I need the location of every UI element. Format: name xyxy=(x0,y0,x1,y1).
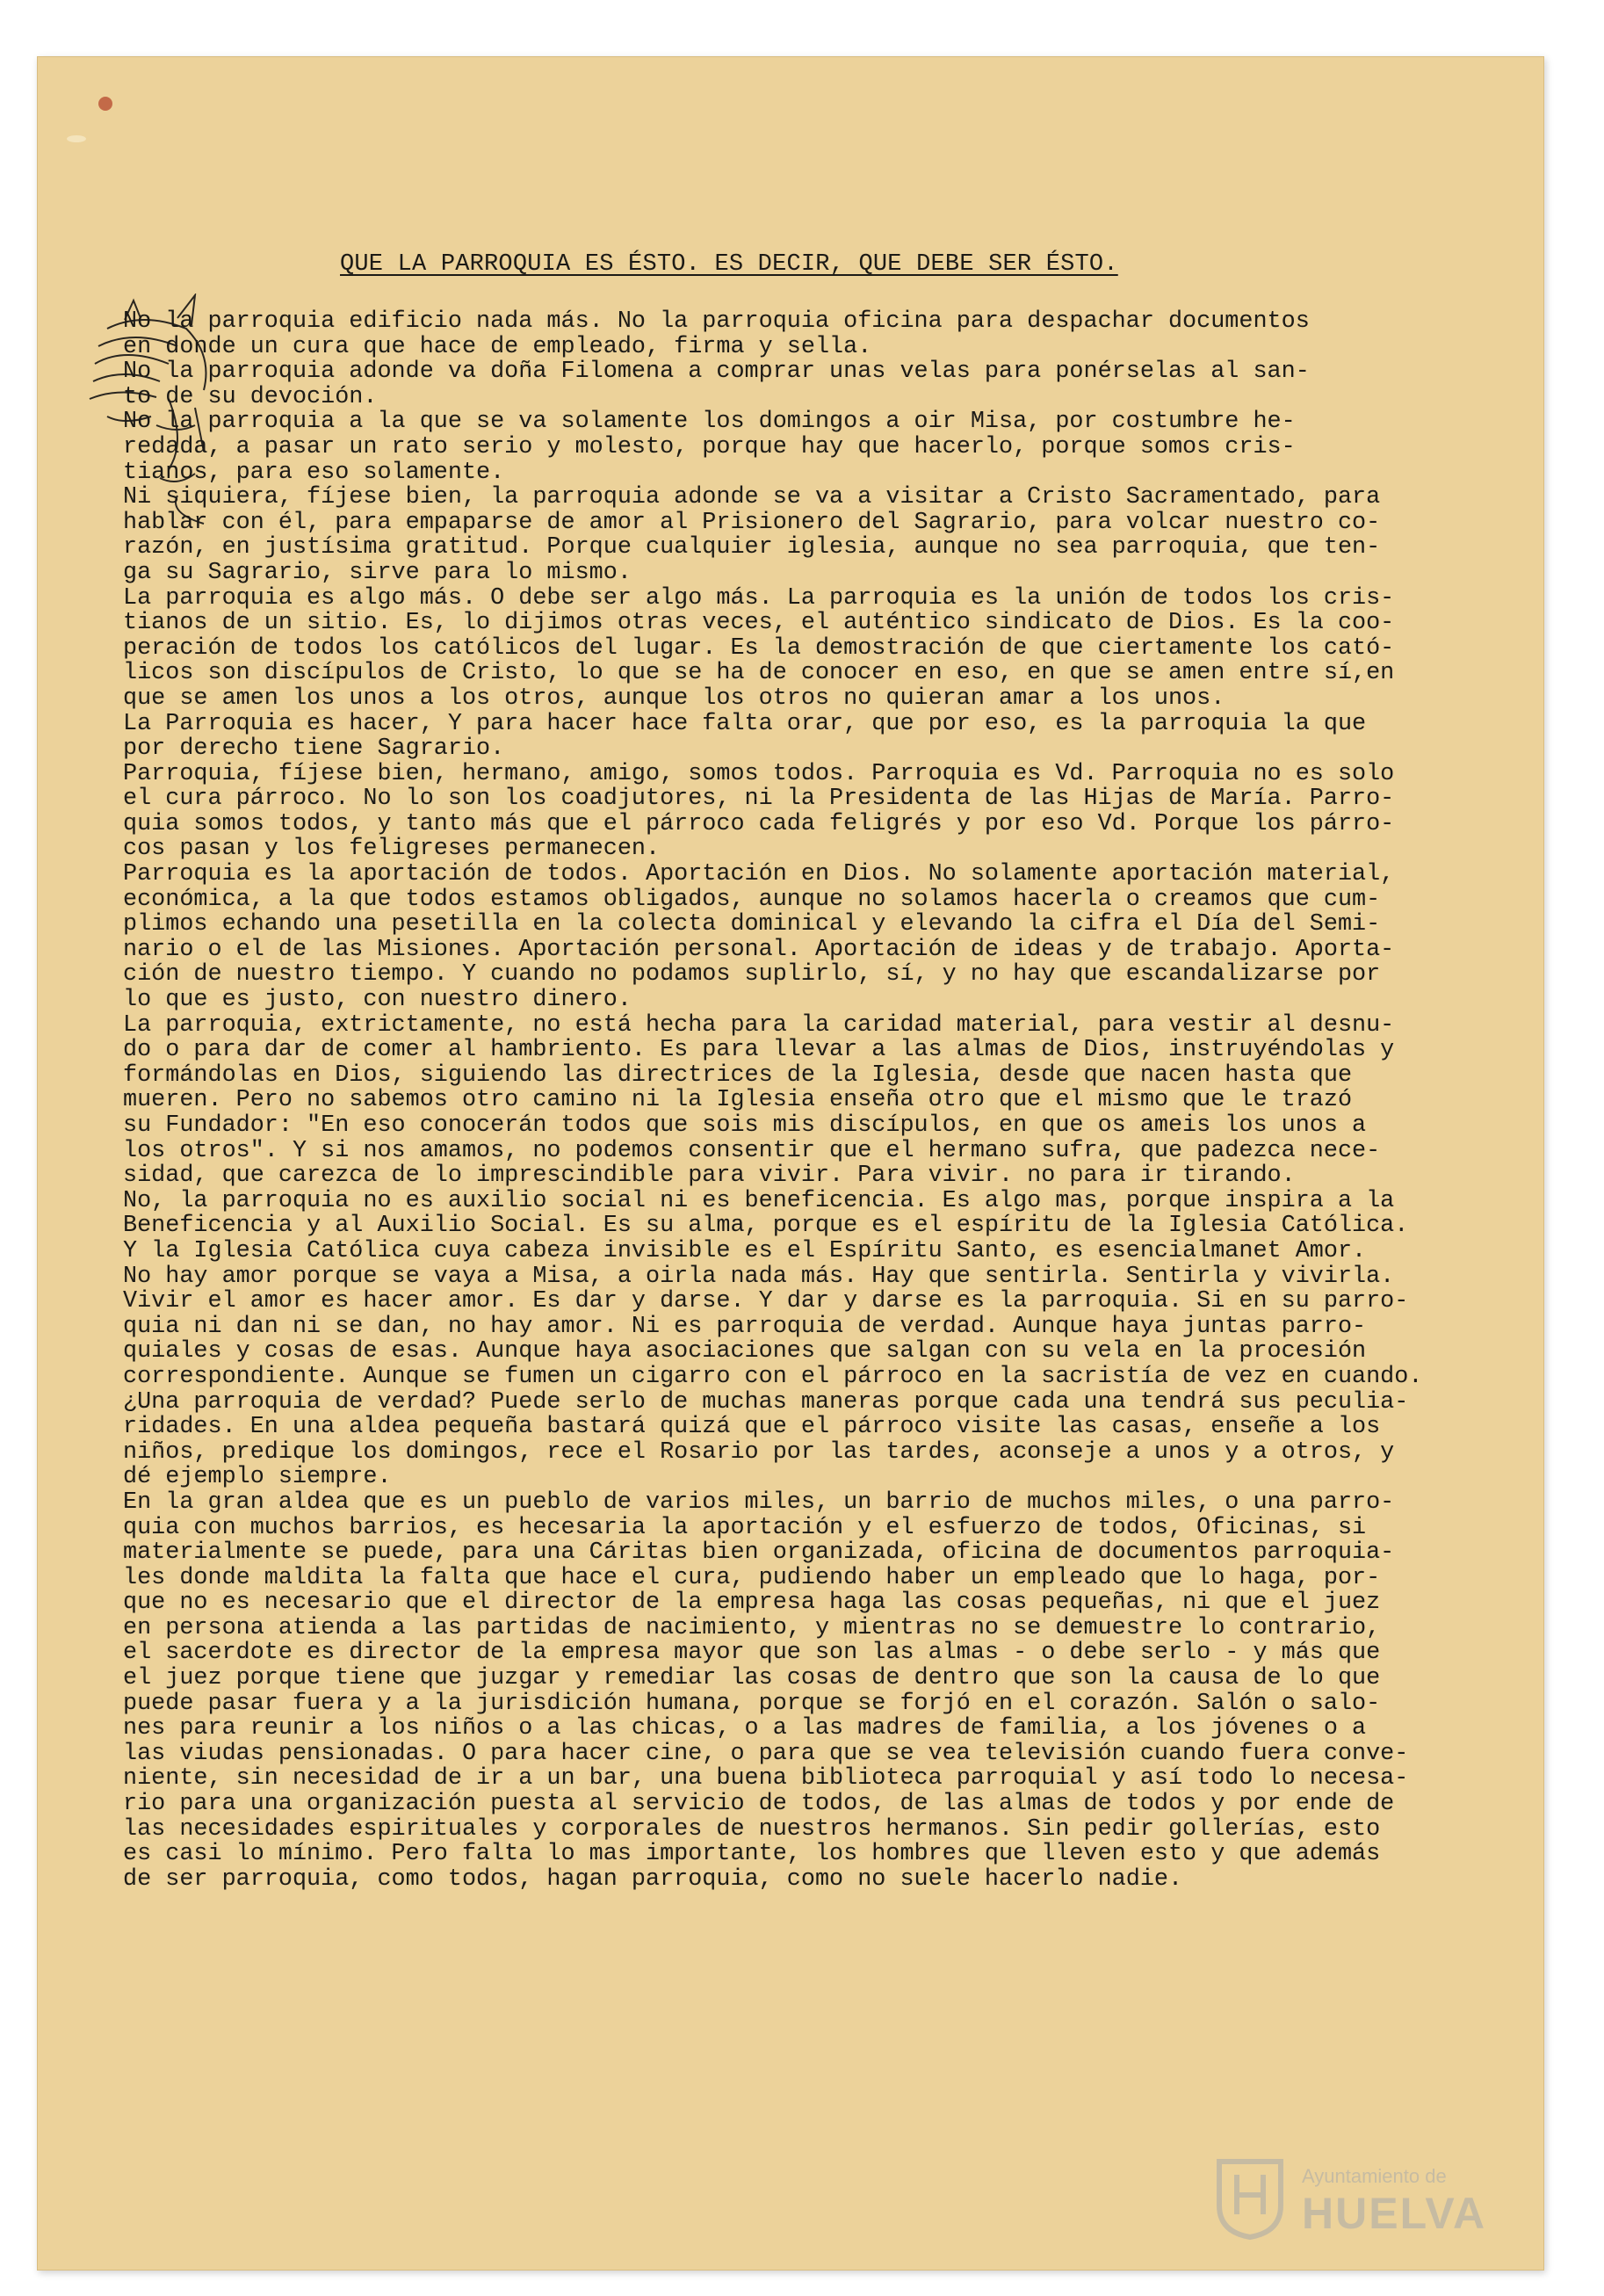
text-line: por derecho tiene Sagrario. xyxy=(123,736,505,762)
watermark-logo xyxy=(1210,2153,1527,2249)
text-line: materialmente se puede, para una Cáritas bien organizada, oficina de documentos parroquia- xyxy=(123,1540,1395,1566)
city-crest-icon xyxy=(1210,2153,1290,2241)
text-line: redada, a pasar un rato serio y molesto, porque hay que hacerlo, porque somos cris- xyxy=(123,434,1296,460)
document-page xyxy=(37,56,1544,2271)
watermark-city: HUELVA xyxy=(1302,2189,1487,2238)
text-line: peración de todos los católicos del lugar. Es la demostración de que ciertamente los cató- xyxy=(123,635,1395,662)
text-line: cos pasan y los feligreses permanecen. xyxy=(123,837,661,863)
text-line: dé ejemplo siempre. xyxy=(123,1465,392,1490)
text-line: Parroquia es la aportación de todos. Aportación en Dios. No solamente aportación material, xyxy=(123,862,1395,887)
text-line: No hay amor porque se vaya a Misa, a oirla nada más. Hay que sentirla. Sentirla y vivirla. xyxy=(123,1264,1395,1290)
text-line: No, la parroquia no es auxilio social ni es beneficencia. Es algo mas, porque inspira a la xyxy=(123,1188,1395,1214)
document-body xyxy=(123,309,1493,2242)
text-line: plimos echando una pesetilla en la colecta dominical y elevando la cifra el Día del Semi- xyxy=(123,912,1381,938)
text-line: niños, predique los domingos, rece el Rosario por las tardes, aconseje a unos y a otros, y xyxy=(123,1439,1395,1466)
text-line: quia ni dan ni se dan, no hay amor. Ni es parroquia de verdad. Aunque haya juntas parro- xyxy=(123,1314,1367,1340)
text-line: tianos de un sitio. Es, lo dijimos otras veces, el auténtico sindicato de Dios. Es la coo- xyxy=(123,611,1395,636)
text-line: quiales y cosas de esas. Aunque haya asociaciones que salgan con su vela en la procesión xyxy=(123,1339,1367,1365)
text-line: el cura párroco. No lo son los coadjutores, ni la Presidenta de las Hijas de María. Parro- xyxy=(123,786,1395,812)
text-line: el sacerdote es director de la empresa mayor que son las almas - o debe serlo - y más que xyxy=(123,1641,1381,1667)
document-title: QUE LA PARROQUIA ES ÉSTO. ES DECIR, QUE DEBE SER ÉSTO. xyxy=(340,251,1118,278)
text-line: nario o el de las Misiones. Aportación personal. Aportación de ideas y de trabajo. Aporta- xyxy=(123,937,1395,963)
text-line: La parroquia, extrictamente, no está hecha para la caridad material, para vestir al desnu- xyxy=(123,1012,1395,1039)
text-line: ción de nuestro tiempo. Y cuando no podamos suplirlo, sí, y no hay que escandalizarse por xyxy=(123,962,1381,989)
text-line: Parroquia, fíjese bien, hermano, amigo, somos todos. Parroquia es Vd. Parroquia no es solo xyxy=(123,761,1395,787)
watermark-text: Ayuntamiento de xyxy=(1302,2165,1447,2187)
text-line: Y la Iglesia Católica cuya cabeza invisible es el Espíritu Santo, es esencialmanet Amor. xyxy=(123,1238,1367,1264)
text-line: las necesidades espirituales y corporales de nuestros hermanos. Sin pedir gollerías, esto xyxy=(123,1816,1381,1843)
text-line: No la parroquia edificio nada más. No la parroquia oficina para despachar documentos xyxy=(123,309,1310,335)
text-line: tianos, para eso solamente. xyxy=(123,460,505,486)
text-line: ga su Sagrario, sirve para lo mismo. xyxy=(123,560,632,586)
text-line: rio para una organización puesta al servicio de todos, de las almas de todos y por ende de xyxy=(123,1792,1395,1817)
paper-stain xyxy=(67,135,86,142)
text-line: en persona atienda a las partidas de nacimiento, y mientras no se demuestre lo contrario, xyxy=(123,1615,1381,1641)
text-line: licos son discípulos de Cristo, lo que se ha de conocer en eso, en que se amen entre sí,en xyxy=(123,661,1395,686)
text-line: La Parroquia es hacer, Y para hacer hace falta orar, que por eso, es la parroquia la que xyxy=(123,711,1367,737)
text-line: nes para reunir a los niños o a las chicas, o a las madres de familia, a los jóvenes o a xyxy=(123,1716,1367,1742)
text-line: las viudas pensionadas. O para hacer cine, o para que se vea televisión cuando fuera conve- xyxy=(123,1741,1409,1767)
text-line: en donde un cura que hace de empleado, firma y sella. xyxy=(123,334,872,360)
text-line: puede pasar fuera y a la jurisdición humana, porque se forjó en el corazón. Salón o salo- xyxy=(123,1691,1381,1717)
text-line: razón, en justísima gratitud. Porque cualquier iglesia, aunque no sea parroquia, que ten- xyxy=(123,535,1381,561)
text-line: su Fundador: "En eso conocerán todos que sois mis discípulos, en que os ameis los unos a xyxy=(123,1113,1367,1139)
text-line: quia somos todos, y tanto más que el párroco cada feligrés y por eso Vd. Porque los párro- xyxy=(123,811,1395,837)
text-line: lo que es justo, con nuestro dinero. xyxy=(123,988,632,1013)
text-line: No la parroquia a la que se va solamente los domingos a oir Misa, por costumbre he- xyxy=(123,409,1296,435)
text-line: niente, sin necesidad de ir a un bar, una buena biblioteca parroquial y así todo lo necesa- xyxy=(123,1766,1409,1793)
text-line: Vivir el amor es hacer amor. Es dar y darse. Y dar y darse es la parroquia. Si en su parro- xyxy=(123,1289,1409,1315)
text-line: los otros". Y si nos amamos, no podemos consentir que el hermano sufra, que padezca nece- xyxy=(123,1138,1381,1164)
text-line: el juez porque tiene que juzgar y remediar las cosas de dentro que son la causa de lo que xyxy=(123,1666,1381,1691)
text-line: es casi lo mínimo. Pero falta lo mas importante, los hombres que lleven esto y que además xyxy=(123,1842,1381,1867)
text-line: ¿Una parroquia de verdad? Puede serlo de muchas maneras porque cada una tendrá sus peculia- xyxy=(123,1389,1409,1416)
text-line: correspondiente. Aunque se fumen un cigarro con el párroco en la sacristía de vez en cuando. xyxy=(123,1364,1423,1390)
text-line: ridades. En una aldea pequeña bastará quizá que el párroco visite las casas, enseñe a los xyxy=(123,1415,1381,1440)
text-line: quia con muchos barrios, es hecesaria la aportación y el esfuerzo de todos, Oficinas, si xyxy=(123,1515,1367,1541)
text-line: No la parroquia adonde va doña Filomena a comprar unas velas para ponérselas al san- xyxy=(123,359,1310,385)
text-line: La parroquia es algo más. O debe ser algo más. La parroquia es la unión de todos los cris- xyxy=(123,585,1395,612)
text-line: do o para dar de comer al hambriento. Es para llevar a las almas de Dios, instruyéndolas y xyxy=(123,1038,1395,1063)
text-line: de ser parroquia, como todos, hagan parroquia, como no suele hacerlo nadie. xyxy=(123,1866,1183,1893)
text-line: que no es necesario que el director de la empresa haga las cosas pequeñas, ni que el juez xyxy=(123,1590,1381,1616)
text-line: sidad, que carezca de lo imprescindible para vivir. Para vivir. no para ir tirando. xyxy=(123,1163,1296,1189)
text-line: mueren. Pero no sabemos otro camino ni la Iglesia enseña otro que el mismo que le trazó xyxy=(123,1088,1353,1113)
text-line: En la gran aldea que es un pueblo de varios miles, un barrio de muchos miles, o una parro- xyxy=(123,1489,1395,1516)
text-line: to de su devoción. xyxy=(123,384,378,410)
paper-stain xyxy=(98,97,112,111)
text-line: económica, a la que todos estamos obligados, aunque no solamos hacerla o creamos que cum- xyxy=(123,887,1381,913)
text-line: hablar con él, para empaparse de amor al Prisionero del Sagrario, para volcar nuestro co- xyxy=(123,510,1381,536)
text-line xyxy=(123,1892,1493,1917)
text-line: Beneficencia y al Auxilio Social. Es su alma, porque es el espíritu de la Iglesia Católica. xyxy=(123,1213,1409,1239)
text-line: les donde maldita la falta que hace el cura, pudiendo haber un empleado que lo haga, por- xyxy=(123,1565,1381,1591)
text-line: que se amen los unos a los otros, aunque los otros no quieran amar a los unos. xyxy=(123,685,1225,712)
text-line: Ni siquiera, fíjese bien, la parroquia adonde se va a visitar a Cristo Sacramentado, para xyxy=(123,485,1381,511)
text-line: formándolas en Dios, siguiendo las directrices de la Iglesia, desde que nacen hasta que xyxy=(123,1062,1353,1089)
